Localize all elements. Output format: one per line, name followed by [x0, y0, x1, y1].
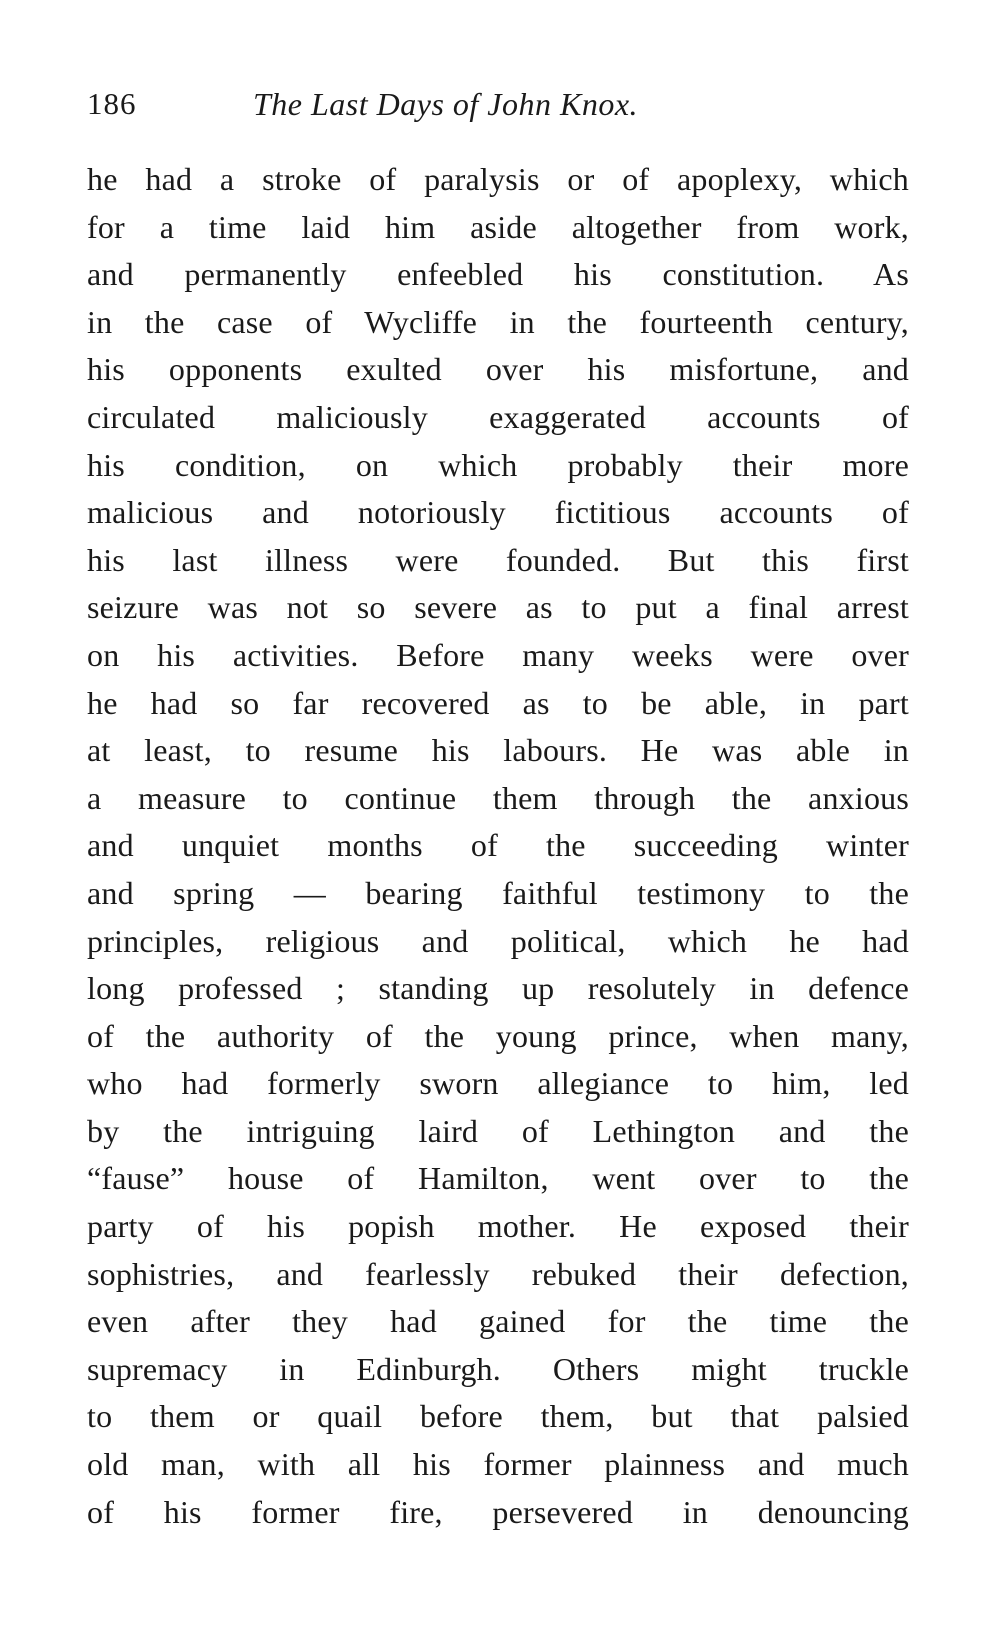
- text-line: and spring — bearing faithful testimony to the: [87, 874, 909, 911]
- text-line: in the case of Wycliffe in the fourteenth century,: [87, 303, 909, 340]
- text-line: at least, to resume his labours. He was able in: [87, 732, 909, 769]
- text-line: on his activities. Before many weeks were over: [87, 636, 909, 673]
- text-line: “fause” house of Hamilton, went over to the: [87, 1160, 909, 1197]
- page-number: 186: [87, 86, 137, 121]
- running-title: The Last Days of John Knox.: [253, 86, 639, 122]
- text-line: his last illness were founded. But this first: [87, 541, 909, 578]
- text-line: a measure to continue them through the anxious: [87, 779, 909, 816]
- text-line: by the intriguing laird of Lethington and the: [87, 1112, 909, 1149]
- text-line: and permanently enfeebled his constitution. As: [87, 256, 909, 293]
- text-line: circulated maliciously exaggerated accounts of: [87, 398, 909, 435]
- text-line: he had a stroke of paralysis or of apoplexy, which: [87, 161, 909, 197]
- text-line: of the authority of the young prince, when many,: [87, 1017, 909, 1054]
- text-line: party of his popish mother. He exposed their: [87, 1208, 909, 1245]
- text-line: sophistries, and fearlessly rebuked their defection,: [87, 1255, 909, 1292]
- body-text: [87, 156, 909, 1536]
- page-header: [87, 86, 907, 132]
- text-line: he had so far recovered as to be able, in part: [87, 684, 909, 721]
- text-line: for a time laid him aside altogether from work,: [87, 208, 909, 245]
- text-line: his opponents exulted over his misfortune, and: [87, 351, 909, 388]
- text-line: of his former fire, persevered in denouncing: [87, 1493, 909, 1530]
- text-line: malicious and notoriously fictitious accounts of: [87, 494, 909, 531]
- text-line: even after they had gained for the time the: [87, 1303, 909, 1340]
- text-line: his condition, on which probably their more: [87, 446, 909, 483]
- text-line: to them or quail before them, but that palsied: [87, 1398, 909, 1435]
- text-line: long professed ; standing up resolutely in defence: [87, 970, 909, 1007]
- text-line: and unquiet months of the succeeding winter: [87, 827, 909, 864]
- text-line: who had formerly sworn allegiance to him, led: [87, 1065, 909, 1102]
- text-line: old man, with all his former plainness and much: [87, 1446, 909, 1483]
- text-line: supremacy in Edinburgh. Others might truckle: [87, 1350, 909, 1387]
- text-line: seizure was not so severe as to put a final arrest: [87, 589, 909, 626]
- text-line: principles, religious and political, which he had: [87, 922, 909, 959]
